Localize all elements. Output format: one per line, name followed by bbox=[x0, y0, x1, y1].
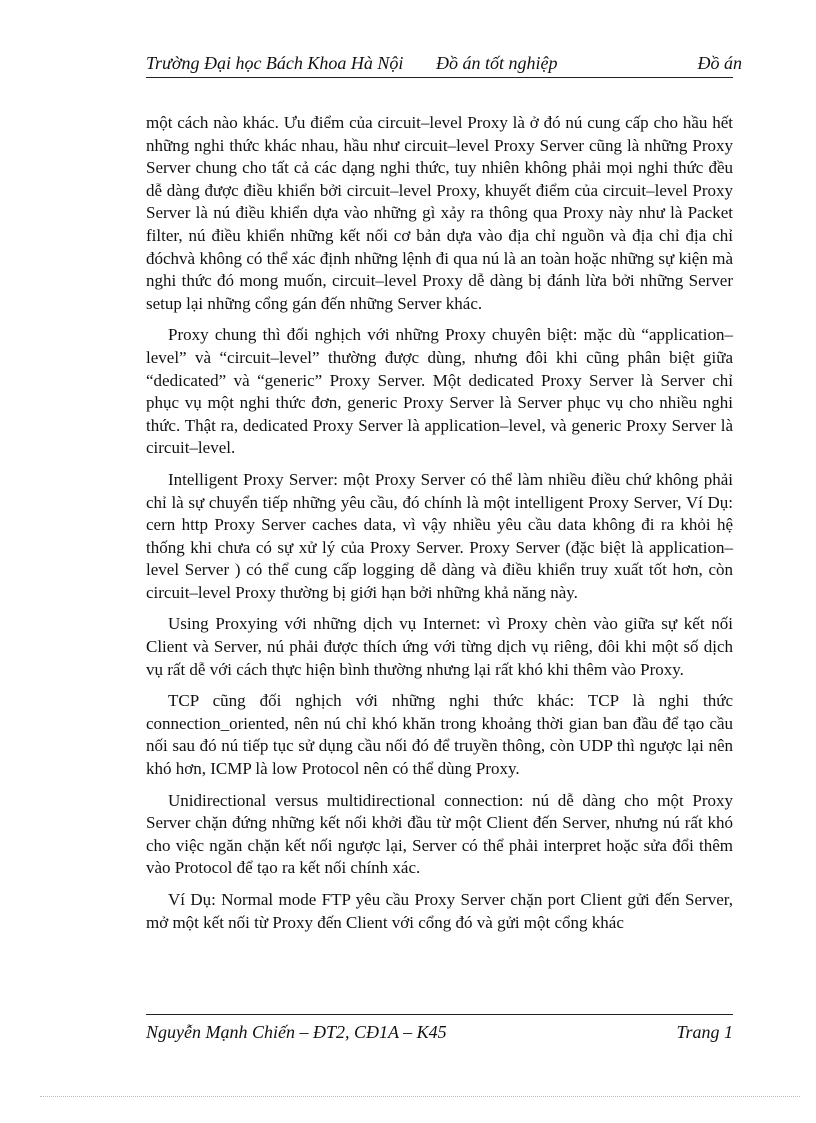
paragraph-5: TCP cũng đối nghịch với những nghi thức khác: TCP là nghi thức connection_oriented, nên nú chỉ khó khăn trong khoảng thời gian ban đầu để tạo cầu nối sau đó nú tiếp tục sử dụng cầu nối đó để truyền thông, còn UDP thì ngược lại nên khó hơn, ICMP là low Protocol nên có thể dùng Proxy. bbox=[146, 691, 733, 779]
document-body bbox=[146, 112, 733, 943]
paragraph-2: Proxy chung thì đối nghịch với những Proxy chuyên biệt: mặc dù “application–level” và “circuit–level” thường được dùng, nhưng đôi khi cũng phân biệt giữa “dedicated” và “generic” Proxy Server. Một dedicated Proxy Server là Server chỉ phục vụ một nghi thức đơn, generic Proxy Server là Server phục vụ cho nhiều nghi thức. Thật ra, dedicated Proxy Server là application–level, và generic Proxy Server là circuit–level. bbox=[146, 325, 733, 458]
footer-divider bbox=[146, 1014, 733, 1015]
page-header bbox=[146, 52, 742, 78]
paragraph-6: Unidirectional versus multidirectional connection: nú dễ dàng cho một Proxy Server chặn đứng những kết nối khởi đầu từ một Client đến Server, nhưng nú rất khó cho việc ngăn chặn kết nối ngược lại, Server có thể phải interpret hoặc sửa đổi thêm vào Protocol để tạo ra kết nối chính xác. bbox=[146, 790, 733, 878]
page-number: Trang 1 bbox=[676, 1022, 733, 1042]
paragraph-7: Ví Dụ: Normal mode FTP yêu cầu Proxy Server chặn port Client gửi đến Server, mở một kết nối từ Proxy đến Client với cổng đó và gửi một cổng khác bbox=[146, 890, 733, 932]
page-footer bbox=[146, 1021, 733, 1047]
header-divider bbox=[146, 77, 733, 78]
paragraph-1: một cách nào khác. Ưu điểm của circuit–level Proxy là ở đó nú cung cấp cho hầu hết những nghi thức khác nhau, hầu như circuit–level Proxy Server cũng là những Proxy Server chung cho tất cả các dạng nghi thức, tuy nhiên không phải mọi nghi thức đều dễ dàng được điều khiển bởi circuit–level Proxy, khuyết điểm của circuit–level Proxy Server là nú điều khiển dựa vào những gì xảy ra thông qua Proxy này như là Packet filter, nú điều khiển những kết nối cơ bản dựa vào địa chỉ nguồn và địa chỉ địa chỉ đóchvà không có thể xác định những lệnh đi qua nú là an toàn hoặc những sự kiện mà nghi thức đó mong muốn, circuit–level Proxy dễ dàng bị đánh lừa bởi những Server setup lại những cổng gán đến những Server khác. bbox=[146, 113, 733, 313]
header-school: Trường Đại học Bách Khoa Hà Nội bbox=[146, 53, 404, 73]
header-thesis-title: Đồ án tốt nghiệp bbox=[436, 53, 558, 73]
page-bottom-dotted-line bbox=[40, 1096, 800, 1097]
paragraph-4: Using Proxying với những dịch vụ Internet: vì Proxy chèn vào giữa sự kết nối Client và Server, nú phải được thích ứng với từng dịch vụ riêng, đôi khi một số dịch vụ rất dễ với cách thực hiện bình thường nhưng lại rất khó khi thêm vào Proxy. bbox=[146, 614, 733, 679]
header-right-label: Đồ án bbox=[697, 53, 742, 73]
paragraph-3: Intelligent Proxy Server: một Proxy Server có thể làm nhiều điều chứ không phải chỉ là sự chuyển tiếp những yêu cầu, đó chính là một intelligent Proxy Server, Ví Dụ: cern http Proxy Server caches data, vì vậy nhiều yêu cầu data không đi ra khỏi hệ thống khi chưa có sự xử lý của Proxy Server. Proxy Server (đặc biệt là application–level Server ) có thể cung cấp logging dễ dàng và điều khiển truy xuất tốt hơn, còn circuit–level Proxy thường bị giới hạn bởi những khả năng này. bbox=[146, 469, 733, 602]
footer-author: Nguyễn Mạnh Chiến – ĐT2, CĐ1A – K45 bbox=[146, 1022, 447, 1042]
